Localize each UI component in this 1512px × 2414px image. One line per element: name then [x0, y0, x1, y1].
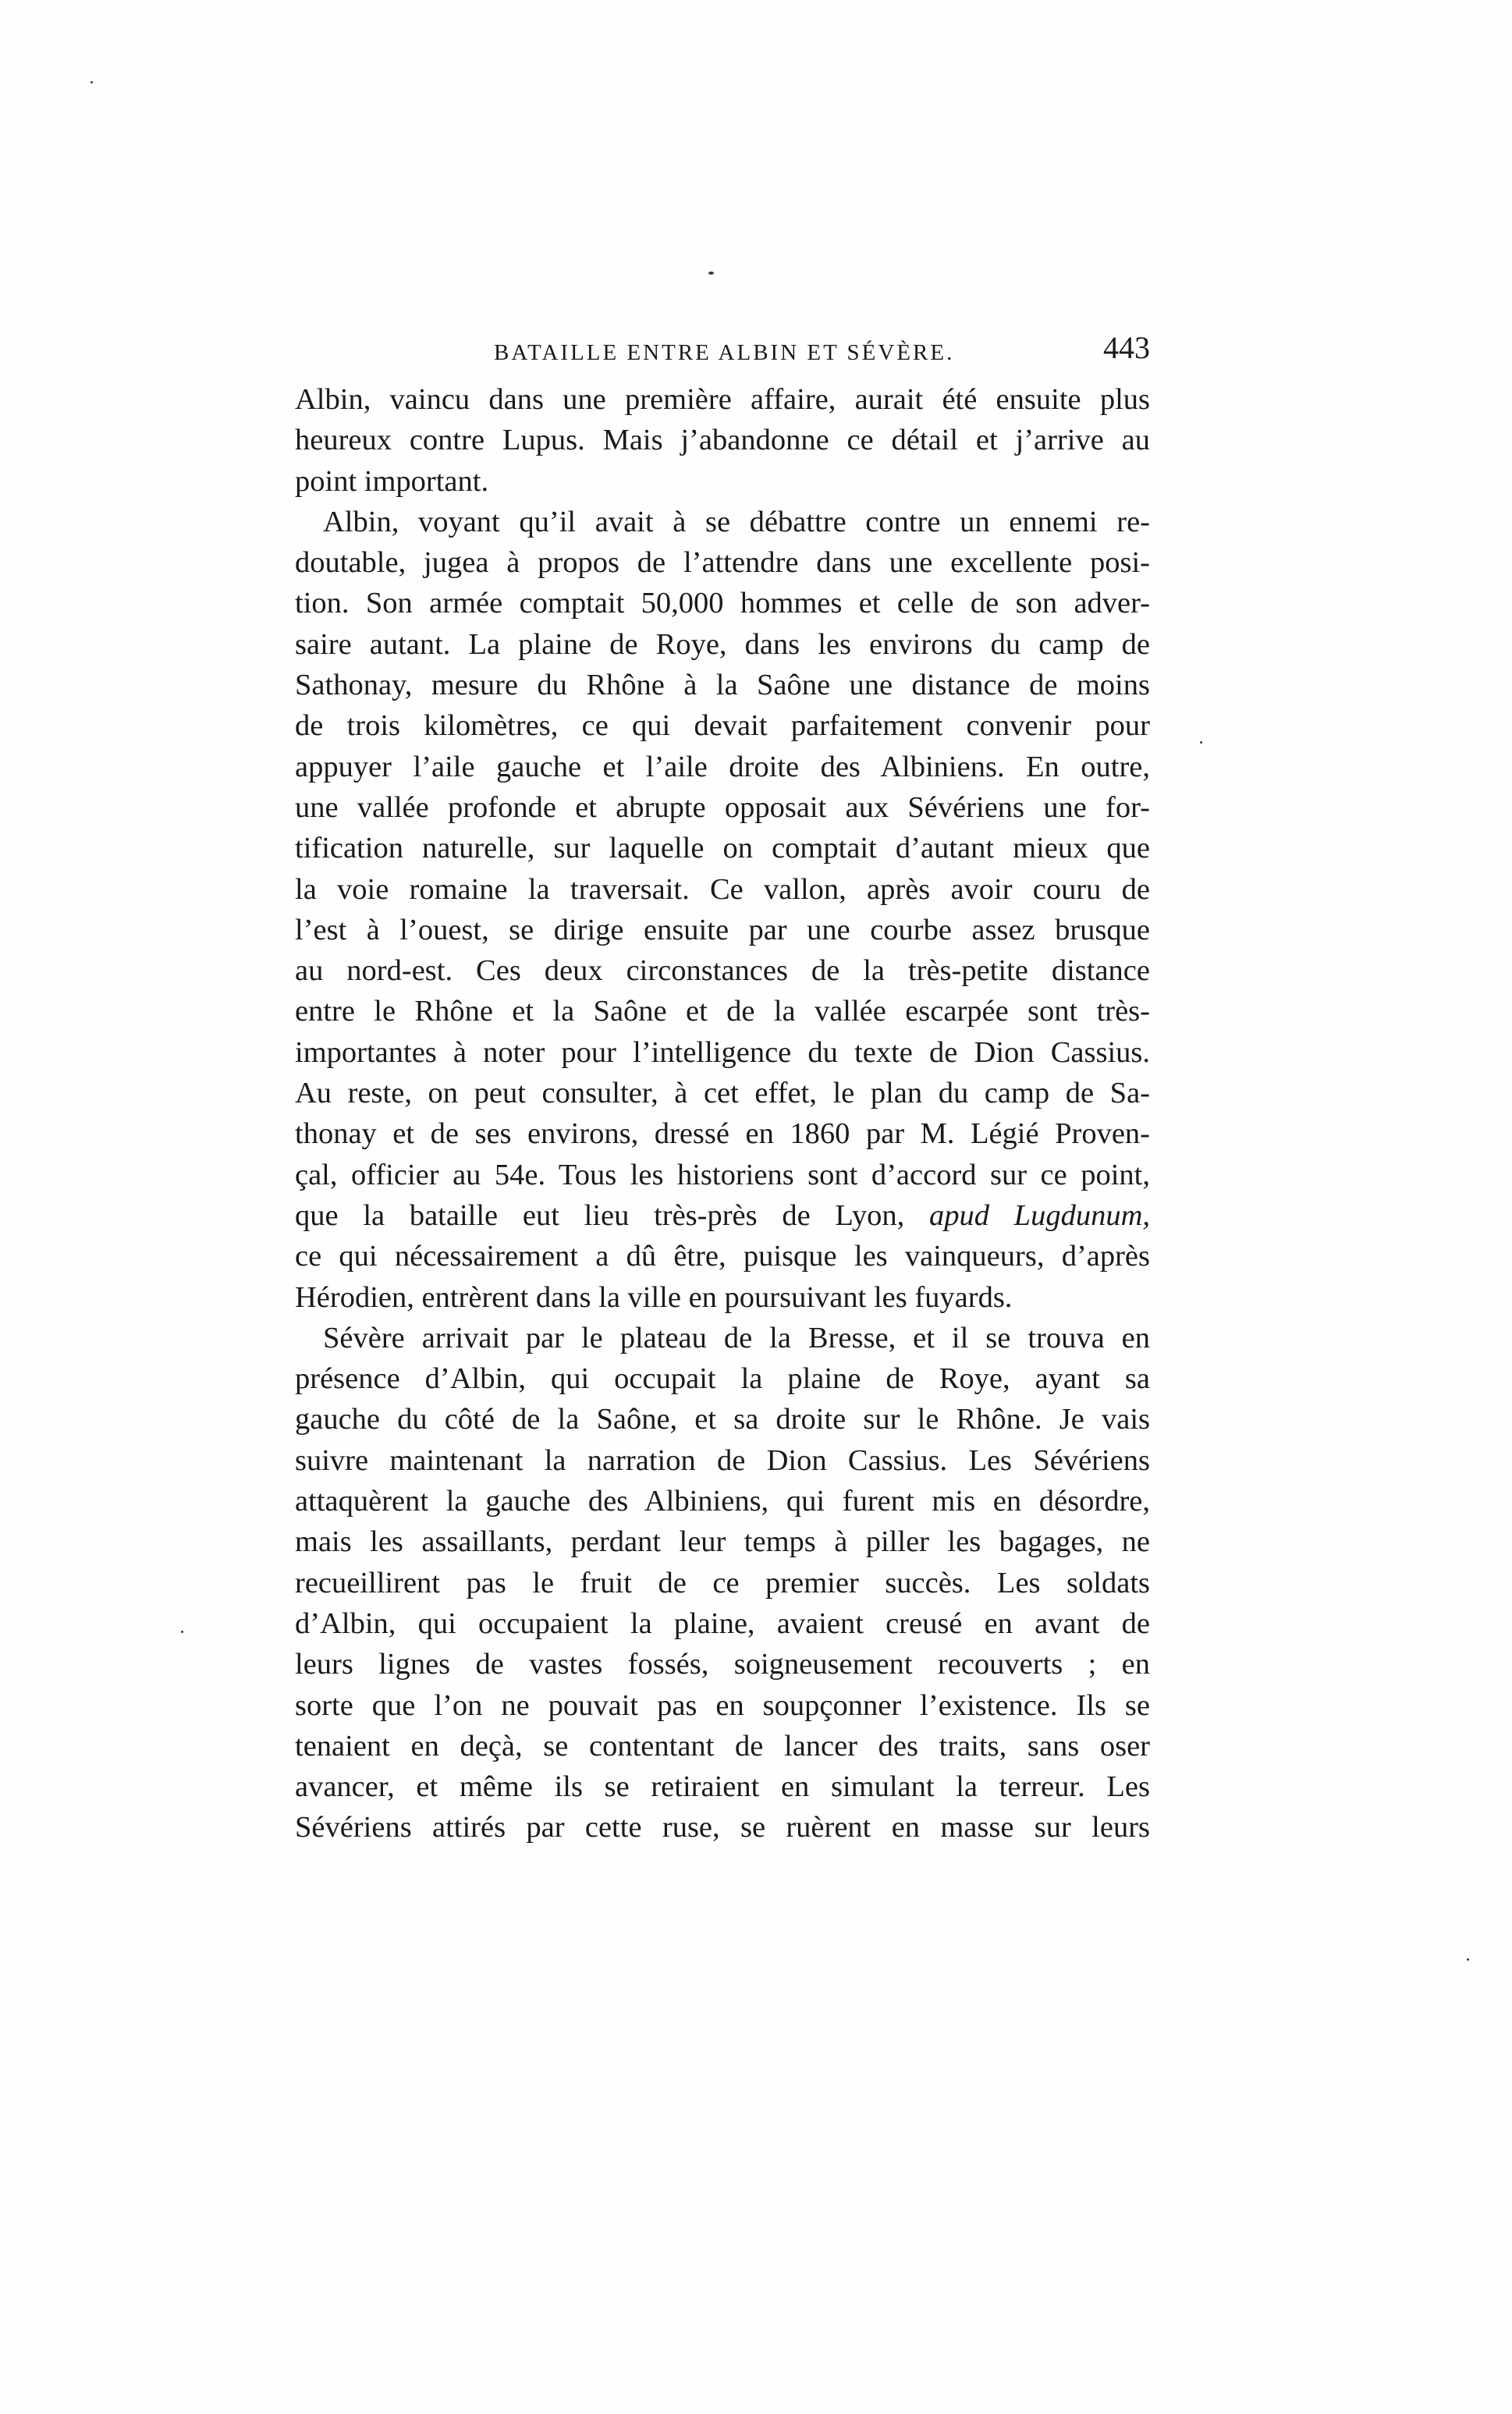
text-line: doutable, jugea à propos de l’attendre dans une excellente posi- — [295, 546, 1150, 580]
text-line: appuyer l’aile gauche et l’aile droite des Albiniens. En outre, — [295, 750, 1150, 783]
scan-speck — [1467, 1958, 1469, 1961]
text-line: importantes à noter pour l’intelligence du texte de Dion Cassius. — [295, 1035, 1150, 1069]
running-head — [295, 329, 1150, 376]
text-line: mais les assaillants, perdant leur temps à piller les bagages, ne — [295, 1525, 1150, 1559]
text-line: çal, officier au 54e. Tous les historiens sont d’accord sur ce point, — [295, 1158, 1150, 1191]
scan-speck — [181, 1631, 183, 1633]
text-line: leurs lignes de vastes fossés, soigneusement recouverts ; en — [295, 1648, 1150, 1681]
scan-speck — [708, 272, 714, 275]
text-line: heureux contre Lupus. Mais j’abandonne ce détail et j’arrive au — [295, 424, 1150, 457]
text-line: avancer, et même ils se retiraient en simulant la terreur. Les — [295, 1770, 1150, 1804]
italic-phrase: apud Lugdunum, — [928, 1198, 1150, 1232]
text-line: tion. Son armée comptait 50,000 hommes et celle de son adver- — [295, 587, 1150, 620]
text-line: d’Albin, qui occupaient la plaine, avaient creusé en avant de — [295, 1606, 1150, 1640]
scan-speck — [1200, 741, 1202, 744]
text-line: Hérodien, entrèrent dans la ville en poursuivant les fuyards. — [295, 1280, 1013, 1314]
text-line: de trois kilomètres, ce qui devait parfaitement convenir pour — [295, 709, 1150, 743]
text-line: Albin, voyant qu’il avait à se débattre contre un ennemi re- — [323, 505, 1150, 538]
text-line: attaquèrent la gauche des Albiniens, qui furent mis en désordre, — [295, 1485, 1150, 1518]
text-line: Au reste, on peut consulter, à cet effet, le plan du camp de Sa- — [295, 1077, 1150, 1110]
text-line: la voie romaine la traversait. Ce vallon, après avoir couru de — [295, 872, 1150, 906]
text-line: l’est à l’ouest, se dirige ensuite par une courbe assez brusque — [295, 913, 1150, 946]
text-line: thonay et de ses environs, dressé en 1860 par M. Légié Proven- — [295, 1117, 1150, 1151]
text-line: sorte que l’on ne pouvait pas en soupçonner l’existence. Ils se — [295, 1688, 1150, 1722]
text-line: recueillirent pas le fruit de ce premier succès. Les soldats — [295, 1566, 1150, 1599]
running-title: BATAILLE ENTRE ALBIN ET SÉVÈRE. — [494, 340, 955, 365]
text-line: tenaient en deçà, se contentant de lancer des traits, sans oser — [295, 1729, 1150, 1763]
text-line: Albin, vaincu dans une première affaire, aurait été ensuite plus — [295, 383, 1150, 416]
text-line: suivre maintenant la narration de Dion Cassius. Les Sévériens — [295, 1443, 1150, 1477]
scan-speck — [91, 81, 93, 83]
text-line: présence d’Albin, qui occupait la plaine de Roye, ayant sa — [295, 1362, 1150, 1396]
text-line: ce qui nécessairement a dû être, puisque les vainqueurs, d’après — [295, 1240, 1150, 1273]
text-line: tification naturelle, sur laquelle on comptait d’autant mieux que — [295, 832, 1150, 865]
text-line: Sévère arrivait par le plateau de la Bresse, et il se trouva en — [323, 1321, 1150, 1354]
text-line: point important. — [295, 464, 489, 498]
page-number: 443 — [1103, 330, 1150, 365]
text-fragment: que la bataille eut lieu très-près de Lyon, — [295, 1198, 905, 1232]
body-text — [295, 379, 1150, 1848]
text-line: une vallée profonde et abrupte opposait aux Sévériens une for- — [295, 790, 1150, 824]
text-line: entre le Rhône et la Saône et de la vallée escarpée sont très- — [295, 995, 1150, 1028]
text-line: gauche du côté de la Saône, et sa droite sur le Rhône. Je vais — [295, 1403, 1150, 1436]
text-line: au nord-est. Ces deux circonstances de la très-petite distance — [295, 954, 1150, 988]
text-line: Sathonay, mesure du Rhône à la Saône une distance de moins — [295, 669, 1150, 702]
text-line: saire autant. La plaine de Roye, dans les environs du camp de — [295, 627, 1150, 661]
text-line-with-italic — [295, 1195, 1150, 1236]
text-line: Sévériens attirés par cette ruse, se ruèrent en masse sur leurs — [295, 1811, 1150, 1844]
